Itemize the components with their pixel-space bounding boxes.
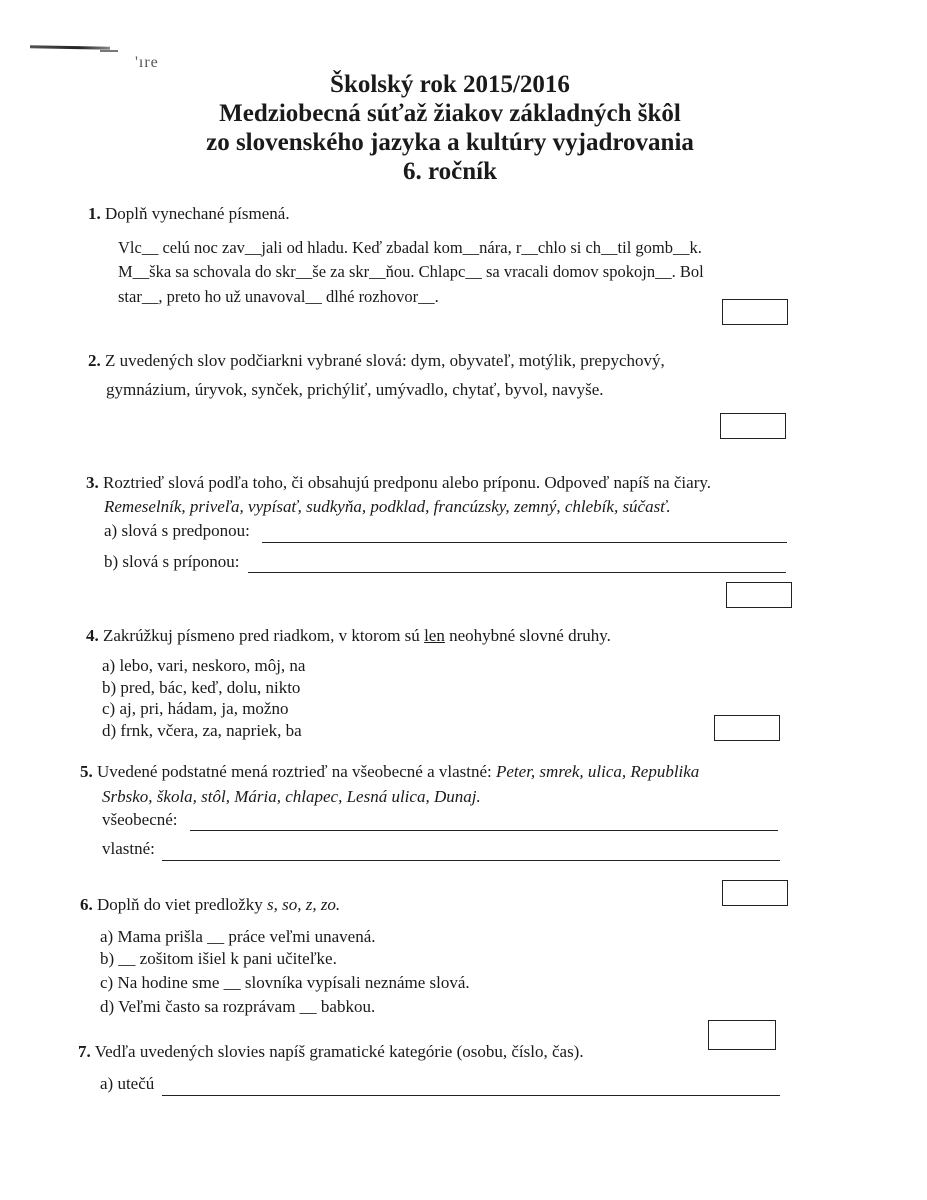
score-box-task6[interactable] [708, 1020, 776, 1050]
task6-prompt: 6. Doplň do viet predložky s, so, z, zo. [80, 895, 341, 914]
task3-b-label: b) slová s príponou: [104, 552, 240, 571]
task6-sentence-a: a) Mama prišla __ práce veľmi unavená. [100, 927, 376, 946]
task1-prompt: 1. Doplň vynechané písmená. [88, 204, 290, 223]
task2-line2: gymnázium, úryvok, synček, prichýliť, umývadlo, chytať, byvol, navyše. [106, 380, 604, 399]
task1-line2: M__ška sa schovala do skr__še za skr__ňou. Chlapc__ sa vracali domov spokojn__. Bol [118, 262, 704, 281]
page-title [150, 70, 750, 186]
answer-line-task5-general[interactable] [190, 830, 778, 831]
task7-a-label: a) utečú [100, 1074, 155, 1093]
task4-option-b[interactable]: b) pred, bác, keď, dolu, nikto [102, 678, 301, 697]
task5-general-label: všeobecné: [102, 810, 178, 829]
scan-mark [30, 45, 110, 49]
task2-line1: 2. Z uvedených slov podčiarkni vybrané slová: dym, obyvateľ, motýlik, prepychový, [88, 351, 665, 370]
school-year: Školský rok 2015/2016 [330, 71, 570, 98]
task3-prompt: 3. Roztrieď slová podľa toho, či obsahujú predponu alebo príponu. Odpoveď napíš na čiary. [86, 473, 712, 492]
task4-option-a[interactable]: a) lebo, vari, neskoro, môj, na [102, 656, 306, 675]
score-box-task2[interactable] [720, 413, 786, 439]
answer-line-task7-a[interactable] [162, 1095, 780, 1096]
task3-a-label: a) slová s predponou: [104, 521, 250, 540]
task4-option-c[interactable]: c) aj, pri, hádam, ja, možno [102, 699, 289, 718]
task1-line3: star__, preto ho už unavoval__ dlhé rozhovor__. [118, 287, 439, 306]
scan-mark [100, 50, 118, 52]
answer-line-task3-b[interactable] [248, 572, 786, 573]
task6-sentence-d: d) Veľmi často sa rozprávam __ babkou. [100, 997, 376, 1016]
task6-sentence-b: b) __ zošitom išiel k pani učiteľke. [100, 949, 337, 968]
score-box-task5[interactable] [722, 880, 788, 906]
competition-subject: zo slovenského jazyka a kultúry vyjadrovania [206, 129, 694, 156]
task5-words: Srbsko, škola, stôl, Mária, chlapec, Lesná ulica, Dunaj. [102, 787, 481, 806]
task5-proper-label: vlastné: [102, 839, 155, 858]
task4-option-d[interactable]: d) frnk, včera, za, napriek, ba [102, 721, 302, 740]
score-box-task3[interactable] [726, 582, 792, 608]
score-box-task1[interactable] [722, 299, 788, 325]
task7-prompt: 7. Vedľa uvedených slovies napíš gramatické kategórie (osobu, číslo, čas). [78, 1042, 584, 1061]
task3-words: Remeselník, priveľa, vypísať, sudkyňa, podklad, francúzsky, zemný, chlebík, súčasť. [104, 497, 671, 516]
grade: 6. ročník [403, 158, 497, 185]
task4-prompt: 4. Zakrúžkuj písmeno pred riadkom, v ktorom sú len neohybné slovné druhy. [86, 626, 611, 645]
score-box-task4[interactable] [714, 715, 780, 741]
competition-name: Medziobecná súťaž žiakov základných škôl [219, 100, 681, 127]
task6-sentence-c: c) Na hodine sme __ slovníka vypísali neznáme slová. [100, 973, 470, 992]
task1-line1: Vlc__ celú noc zav__jali od hladu. Keď zbadal kom__nára, r__chlo si ch__til gomb__k. [118, 238, 702, 257]
margin-note: 'ıre [135, 54, 159, 71]
answer-line-task3-a[interactable] [262, 542, 787, 543]
task5-prompt: 5. Uvedené podstatné mená roztrieď na všeobecné a vlastné: Peter, smrek, ulica, Republika [80, 762, 700, 781]
answer-line-task5-proper[interactable] [162, 860, 780, 861]
